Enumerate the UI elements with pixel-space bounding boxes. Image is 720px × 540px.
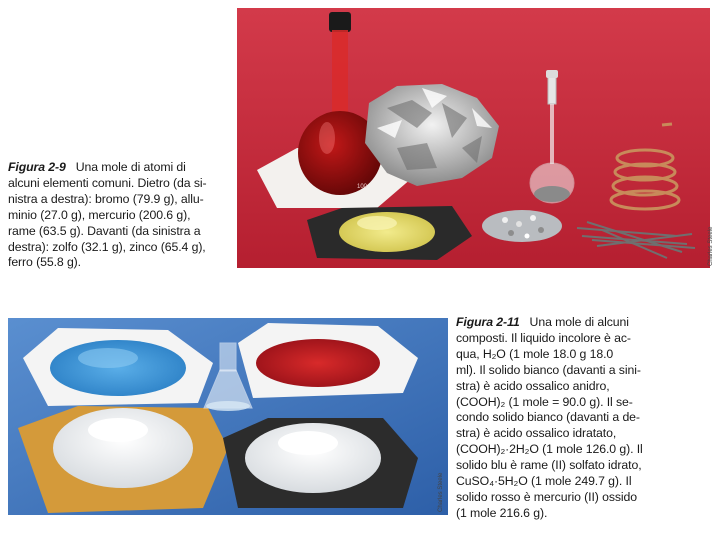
photo-credit-bottom: Charles Steele <box>438 472 444 512</box>
caption-line: (COOH)₂ (1 mole = 90.0 g). Il se- <box>456 394 633 409</box>
caption-line: stra) è acido ossalico idratato, <box>456 426 617 441</box>
caption-line: solido rosso è mercurio (II) ossido <box>456 489 638 504</box>
hydrated-oxalic-acid-pile <box>245 423 381 493</box>
caption-line: composti. Il liquido incolore è ac- <box>456 330 631 345</box>
sulfur-pile <box>339 212 435 252</box>
elements-photo <box>237 8 710 268</box>
figure-label: Figura 2-9 <box>8 160 66 174</box>
caption-line: ferro (55.8 g). <box>8 255 81 270</box>
caption-line: stra) è acido ossalico anidro, <box>456 378 610 393</box>
caption-line: ml). Il solido bianco (davanti a sini- <box>456 362 641 377</box>
flask-volume-mark: 100 <box>357 184 368 190</box>
mercury-oxide-pile <box>256 339 380 387</box>
caption-line: qua, H₂O (1 mole 18.0 g 18.0 <box>456 346 614 361</box>
caption-line: CuSO₄·5H₂O (1 mole 249.7 g). Il <box>456 474 632 489</box>
caption-line: (1 mole 216.6 g). <box>456 505 548 520</box>
caption-line: alcuni elementi comuni. Dietro (da si- <box>8 175 207 190</box>
caption-line: Figura 2-11 Una mole di alcuni <box>456 315 629 329</box>
photo-credit-top: Charles Steele <box>708 226 714 266</box>
caption-line: nistra a destra): bromo (79.9 g), allu- <box>8 191 204 206</box>
copper-sulfate-pile <box>50 340 186 396</box>
caption-line: destra): zolfo (32.1 g), zinco (65.4 g), <box>8 239 206 254</box>
caption-line: minio (27.0 g), mercurio (200.6 g), <box>8 207 191 222</box>
caption-line: condo solido bianco (davanti a de- <box>456 410 640 425</box>
anhydrous-oxalic-acid-pile <box>53 408 193 488</box>
figure-2-11-caption <box>456 315 716 522</box>
caption-line: Figura 2-9 Una mole di atomi di <box>8 160 186 174</box>
caption-line: solido blu è rame (II) solfato idrato, <box>456 458 642 473</box>
caption-line: rame (63.5 g). Davanti (da sinistra a <box>8 223 201 238</box>
figure-2-9-caption <box>8 160 234 271</box>
figure-label: Figura 2-11 <box>456 315 520 329</box>
compounds-photo <box>8 318 448 515</box>
zinc-pile <box>482 210 562 242</box>
caption-line: (COOH)₂·2H₂O (1 mole 126.0 g). Il <box>456 442 643 457</box>
